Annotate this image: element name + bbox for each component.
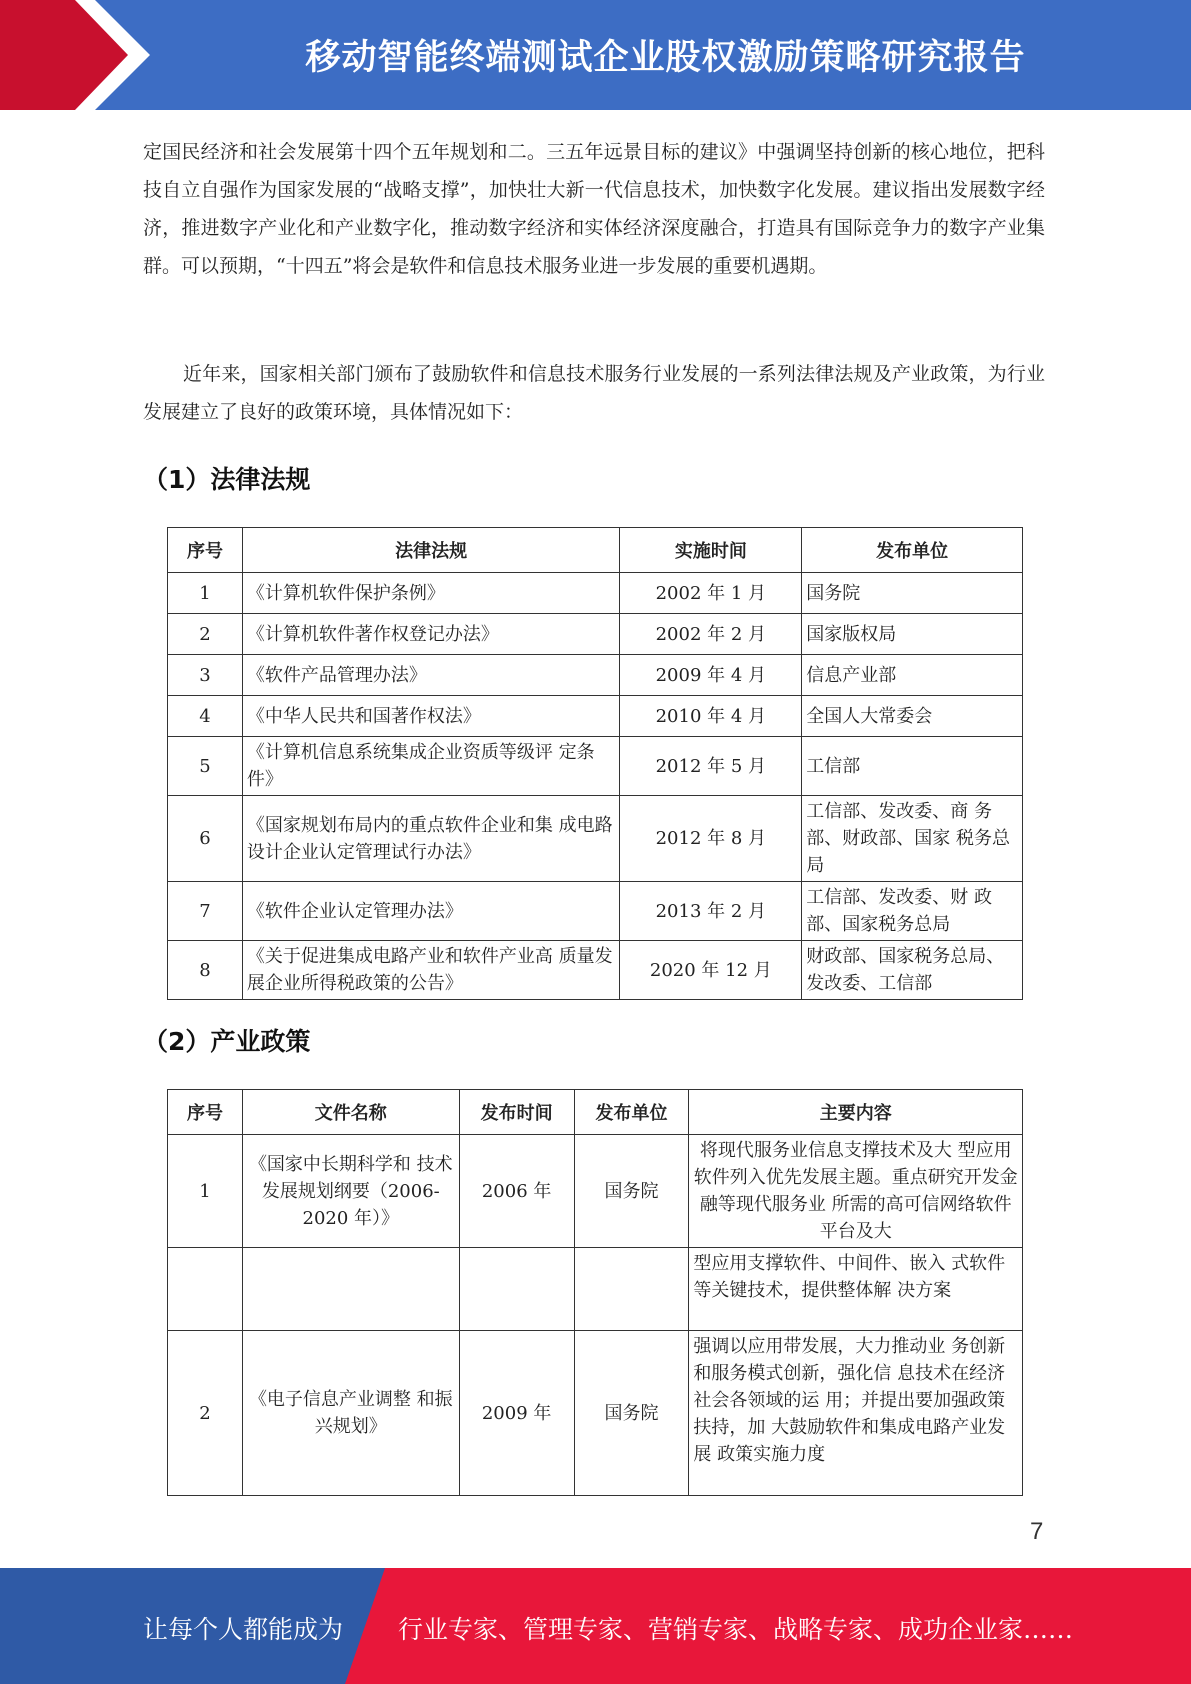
cell-issuer [574,1248,689,1331]
cell-document: 《电子信息产业调整 和振兴规划》 [242,1331,459,1496]
table-row [168,1331,1023,1496]
cell-issuer: 工信部、发改委、商 务部、财政部、国家 税务总局 [802,796,1023,882]
column-header: 主要内容 [689,1090,1023,1135]
intro-text-2 [143,355,1045,431]
cell-issuer: 工信部、发改委、财 政部、国家税务总局 [802,882,1023,941]
paragraph-2: 近年来，国家相关部门颁布了鼓励软件和信息技术服务行业发展的一系列法律法规及产业政策，为行业发展建立了良好的政策环境，具体情况如下： [143,363,1045,423]
cell-date: 2012 年 5 月 [620,737,802,796]
cell-issuer: 工信部 [802,737,1023,796]
cell-content: 型应用支撑软件、中间件、嵌入 式软件等关键技术，提供整体解 决方案 [689,1248,1023,1331]
table-row [168,573,1023,614]
table-header-row [168,1090,1023,1135]
paragraph-1: 定国民经济和社会发展第十四个五年规划和二。三五年远景目标的建议》中强调坚持创新的核心地位，把科技自立自强作为国家发展的“战略支撑”，加快壮大新一代信息技术，加快数字化发展。建议指出发展数字经济，推进数字产业化和产业数字化，推动数字经济和实体经济深度融合，打造具有国际竞争力的数字产业集群。可以预期，“十四五”将会是软件和信息技术服务业进一步发展的重要机遇期。 [143,141,1045,277]
table-row [168,796,1023,882]
cell-content: 强调以应用带发展，大力推动业 务创新和服务模式创新，强化信 息技术在经济社会各领域的运 用；并提出要加强政策扶持，加 大鼓励软件和集成电路产业发展 政策实施力度 [689,1331,1023,1496]
cell-document: 《国家中长期科学和 技术发展规划纲要（2006-2020 年）》 [242,1135,459,1248]
column-header: 序号 [168,528,243,573]
footer-slogan-right: 行业专家、管理专家、营销专家、战略专家、成功企业家…… [398,1615,1074,1644]
cell-issuer: 全国人大常委会 [802,696,1023,737]
cell-date [459,1248,574,1331]
page-header [0,0,1191,110]
cell-index: 5 [168,737,243,796]
laws-table [167,527,1023,1000]
cell-index: 8 [168,941,243,1000]
table-row [168,882,1023,941]
cell-date: 2010 年 4 月 [620,696,802,737]
table-row [168,737,1023,796]
cell-issuer: 信息产业部 [802,655,1023,696]
cell-law: 《关于促进集成电路产业和软件产业高 质量发展企业所得税政策的公告》 [242,941,620,1000]
table-row [168,655,1023,696]
table-row [168,1248,1023,1331]
cell-law: 《软件企业认定管理办法》 [242,882,620,941]
column-header: 发布单位 [574,1090,689,1135]
report-title: 移动智能终端测试企业股权激励策略研究报告 [305,38,1026,78]
footer-slogan-left: 让每个人都能成为 [143,1615,344,1644]
cell-date: 2002 年 1 月 [620,573,802,614]
cell-date: 2009 年 4 月 [620,655,802,696]
cell-law: 《国家规划布局内的重点软件企业和集 成电路设计企业认定管理试行办法》 [242,796,620,882]
cell-date: 2002 年 2 月 [620,614,802,655]
table-row [168,696,1023,737]
cell-issuer: 国务院 [574,1135,689,1248]
page-number: 7 [1030,1518,1044,1545]
column-header: 发布单位 [802,528,1023,573]
cell-law: 《计算机软件著作权登记办法》 [242,614,620,655]
intro-text [143,133,1045,285]
table-header-row [168,528,1023,573]
cell-content: 将现代服务业信息支撑技术及大 型应用软件列入优先发展主题。重点研究开发金融等现代服务业 所需的高可信网络软件平台及大 [689,1135,1023,1248]
table-row [168,1135,1023,1248]
cell-date: 2012 年 8 月 [620,796,802,882]
table-row [168,941,1023,1000]
cell-law: 《计算机信息系统集成企业资质等级评 定条件》 [242,737,620,796]
column-header: 法律法规 [242,528,620,573]
policies-table [167,1089,1023,1496]
cell-law: 《中华人民共和国著作权法》 [242,696,620,737]
column-header: 实施时间 [620,528,802,573]
cell-law: 《计算机软件保护条例》 [242,573,620,614]
column-header: 序号 [168,1090,243,1135]
cell-issuer: 财政部、国家税务总局、发改委、工信部 [802,941,1023,1000]
cell-issuer: 国务院 [574,1331,689,1496]
column-header: 发布时间 [459,1090,574,1135]
column-header: 文件名称 [242,1090,459,1135]
cell-date: 2006 年 [459,1135,574,1248]
cell-issuer: 国家版权局 [802,614,1023,655]
cell-law: 《软件产品管理办法》 [242,655,620,696]
cell-date: 2009 年 [459,1331,574,1496]
section-title-laws: （1）法律法规 [143,465,311,494]
cell-index: 3 [168,655,243,696]
cell-index: 6 [168,796,243,882]
section-title-policies: （2）产业政策 [143,1027,311,1056]
cell-index: 2 [168,1331,243,1496]
cell-index: 7 [168,882,243,941]
cell-index [168,1248,243,1331]
cell-index: 1 [168,1135,243,1248]
cell-date: 2013 年 2 月 [620,882,802,941]
cell-index: 4 [168,696,243,737]
cell-document [242,1248,459,1331]
cell-index: 1 [168,573,243,614]
cell-issuer: 国务院 [802,573,1023,614]
cell-index: 2 [168,614,243,655]
table-row [168,614,1023,655]
cell-date: 2020 年 12 月 [620,941,802,1000]
